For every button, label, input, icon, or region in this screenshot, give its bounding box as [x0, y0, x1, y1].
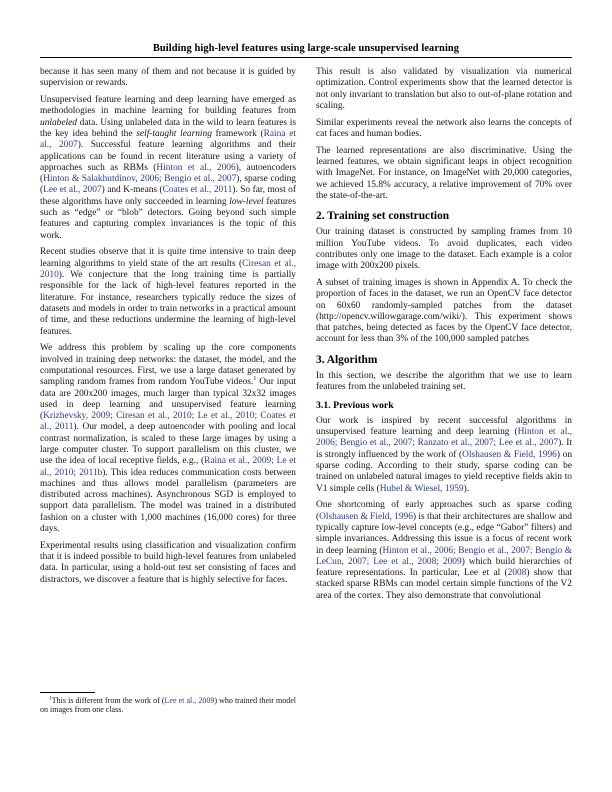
text-segment: Our training dataset is constructed by sampling frames from 10 million YouTube videos. To avoid duplicates, each video contributes only one image to the dataset. Each example is a color image with 200x200 pixels.	[316, 227, 572, 272]
text-segment: ) on sparse coding. According to their study, sparse coding can be trained on unlabeled natural images to yield receptive fields akin to V1 simple cells (	[316, 449, 572, 494]
citation-link[interactable]: Hinton et al., 2006; Bengio et al., 2007; Ranzato et al., 2007; Lee et al., 2007	[316, 427, 572, 449]
footnote-rule	[40, 692, 95, 693]
text-segment: features such as “edge” or “blob” detectors. Going beyond such simple features and capturing complex invariances is the topic of this work.	[40, 196, 296, 241]
citation-link[interactable]: Olshausen & Field, 1996	[462, 449, 557, 460]
emphasis-text: low-level	[229, 196, 264, 207]
paragraph	[316, 416, 572, 495]
text-segment: ). This idea reduces communication costs between machines and thus allows model parallelism (parameters are distributed across machines). Asynchronous SGD is employed to support data parallelism. The model was trained in a distributed fashion on a cluster with 1,000 machines (16,000 cores) for three days.	[40, 467, 296, 535]
text-segment: ), autoencoders (	[40, 162, 296, 185]
footnote-text	[40, 696, 296, 715]
paragraph	[316, 500, 572, 602]
citation-link[interactable]: Krizhevsky, 2009; Ciresan et al., 2010; Le et al., 2010; Coates et al., 2011	[40, 411, 296, 433]
text-segment: ) and K-means (	[101, 185, 163, 196]
text-segment: Unsupervised feature learning and deep learning have emerged as methodologies in machine learning for building features from	[40, 95, 296, 117]
text-segment: ).	[463, 483, 470, 494]
footnote-marker[interactable]: 1	[253, 375, 257, 383]
citation-link[interactable]: Lee et al., 2009	[164, 695, 215, 705]
section-heading-training-set-construction: 2. Training set construction	[316, 210, 450, 223]
text-segment: ), sparse coding (	[40, 174, 296, 196]
text-segment: ). So far, most of these algorithms have only succeeded in learning	[40, 185, 296, 207]
paragraph	[316, 371, 572, 394]
paragraph	[40, 343, 296, 535]
text-segment: We address this problem by scaling up the core components involved in training deep networks: the dataset, the model, and the computational resources. First, we use a large dataset generated by sampling random frames from random YouTube videos.	[40, 343, 296, 388]
text-segment: ) which build hierarchies of feature representations. In particular, Lee et al (	[316, 556, 572, 579]
text-segment: ). It is strongly influenced by the work of (	[316, 438, 572, 460]
footnote	[40, 692, 296, 715]
text-segment: A subset of training images is shown in Appendix A. To check the proportion of faces in the dataset, we run an OpenCV face detector on 60x60 randomly-sampled patches from the dataset (http://opencv.willowgarage.com/wiki/). This experiment shows that patches, being detected as faces by the OpenCV face detector, account for less than 3% of the 100,000 sampled patches	[316, 277, 572, 345]
text-segment: because it has seen many of them and not because it is guided by supervision or rewards.	[40, 67, 296, 89]
text-segment: Experimental results using classification and visualization confirm that it is indeed possible to build high-level features from unlabeled data. In particular, using a hold-out test set consisting of faces and distractors, we discover a feature that is highly selective for faces.	[40, 540, 296, 585]
paragraph	[316, 278, 572, 346]
paragraph	[40, 67, 296, 90]
paragraph	[316, 227, 572, 272]
text-segment: Our work is inspired by recent successful algorithms in unsupervised feature learning and deep learning (	[316, 415, 572, 438]
citation-link[interactable]: Olshausen & Field, 1996	[319, 511, 413, 522]
text-segment: This is different from the work of (	[51, 695, 165, 705]
text-segment: ). We conjecture that the long training time is partially responsible for the lack of high-level features reported in the literature. For instance, researchers typically reduce the sizes of datasets and models in order to train networks in a practical amount of time, and these reductions undermine the learning of high-level features.	[40, 270, 296, 337]
citation-link[interactable]: Coates et al., 2011	[162, 185, 233, 196]
right-column	[316, 67, 572, 717]
text-segment: ) show that stacked sparse RBMs can model certain simple functions of the V2 area of the cortex. They also demonstrate that convolutional	[316, 568, 572, 601]
citation-link[interactable]: Raina et al., 2009; Le et al., 2010; 2011b	[40, 456, 296, 478]
citation-link[interactable]: Raina et al., 2007	[40, 128, 296, 151]
citation-link[interactable]: Hinton et al., 2006	[156, 162, 236, 173]
paragraph	[316, 67, 572, 112]
citation-link[interactable]: Ciresan et al., 2010	[40, 258, 296, 281]
paragraph	[316, 146, 572, 202]
paragraph	[40, 95, 296, 242]
text-segment: This result is also validated by visualization via numerical optimization. Control experiments show that the learned detector is not only invariant to translation but also to out-of-plane rotation and scaling.	[316, 67, 572, 111]
text-segment: framework (	[211, 128, 264, 139]
text-segment: In this section, we describe the algorithm that we use to learn features from the unlabeled training set.	[316, 370, 572, 393]
text-segment: The learned representations are also discriminative. Using the learned features, we obtain significant leaps in object recognition with ImageNet. For instance, on ImageNet with 20,000 categories, we achieved 15.8% accuracy, a relative improvement of 70% over the state-of-the-art.	[316, 145, 572, 201]
text-segment: ) who trained their model on images from one class.	[40, 695, 296, 715]
citation-link[interactable]: 2008	[507, 568, 527, 579]
text-segment: data. Using unlabeled data in the wild to learn features is the key idea behind the	[40, 117, 296, 139]
running-header	[40, 43, 572, 54]
footnote-marker[interactable]: 1	[49, 695, 52, 702]
left-column	[40, 67, 296, 717]
header-rule	[40, 57, 572, 58]
text-segment: One shortcoming of early approaches such as sparse coding (	[316, 500, 572, 522]
text-segment: Recent studies observe that it is quite time intensive to train deep learning algorithms to yield state of the art results (	[40, 247, 296, 269]
emphasis-text: unlabeled	[40, 117, 77, 128]
citation-link[interactable]: Hubel & Wiesel, 1959	[379, 483, 464, 494]
paragraph	[40, 541, 296, 586]
text-segment: Similar experiments reveal the network also learns the concepts of cat faces and human bodies.	[316, 117, 572, 139]
text-segment: ). Our model, a deep autoencoder with pooling and local contrast normalization, is scaled to these large images by using a large computer cluster. To support parallelism on this cluster, we use the idea of local receptive fields, e.g., (	[40, 422, 296, 467]
text-segment: ). Successful feature learning algorithms and their applications can be found in recent literature using a variety of approaches such as RBMs (	[40, 140, 296, 173]
two-column-body	[40, 67, 572, 717]
citation-link[interactable]: Hinton & Salakhutdinov, 2006; Bengio et al., 2007	[43, 174, 237, 185]
section-heading-algorithm: 3. Algorithm	[316, 353, 378, 366]
paragraph	[40, 247, 296, 337]
subsection-heading-previous-work: 3.1. Previous work	[316, 400, 394, 412]
running-title: Building high-level features using large-scale unsupervised learning	[152, 43, 460, 54]
citation-link[interactable]: Hinton et al., 2006; Bengio et al., 2007; Bengio & LeCun, 2007; Lee et al., 2008; 2009	[316, 545, 572, 567]
text-segment: ) is that their architectures are shallow and typically capture low-level concepts (e.g., edge “Gabor” filters) and simple invariances. Addressing this issue is a focus of recent work in deep learning (	[316, 511, 572, 556]
text-segment: Our input data are 200x200 images, much larger than typical 32x32 images used in deep learning and unsupervised feature learning (	[40, 377, 296, 422]
paragraph	[316, 118, 572, 141]
citation-link[interactable]: Lee et al., 2007	[43, 185, 102, 196]
emphasis-text: self-taught learning	[136, 128, 212, 139]
